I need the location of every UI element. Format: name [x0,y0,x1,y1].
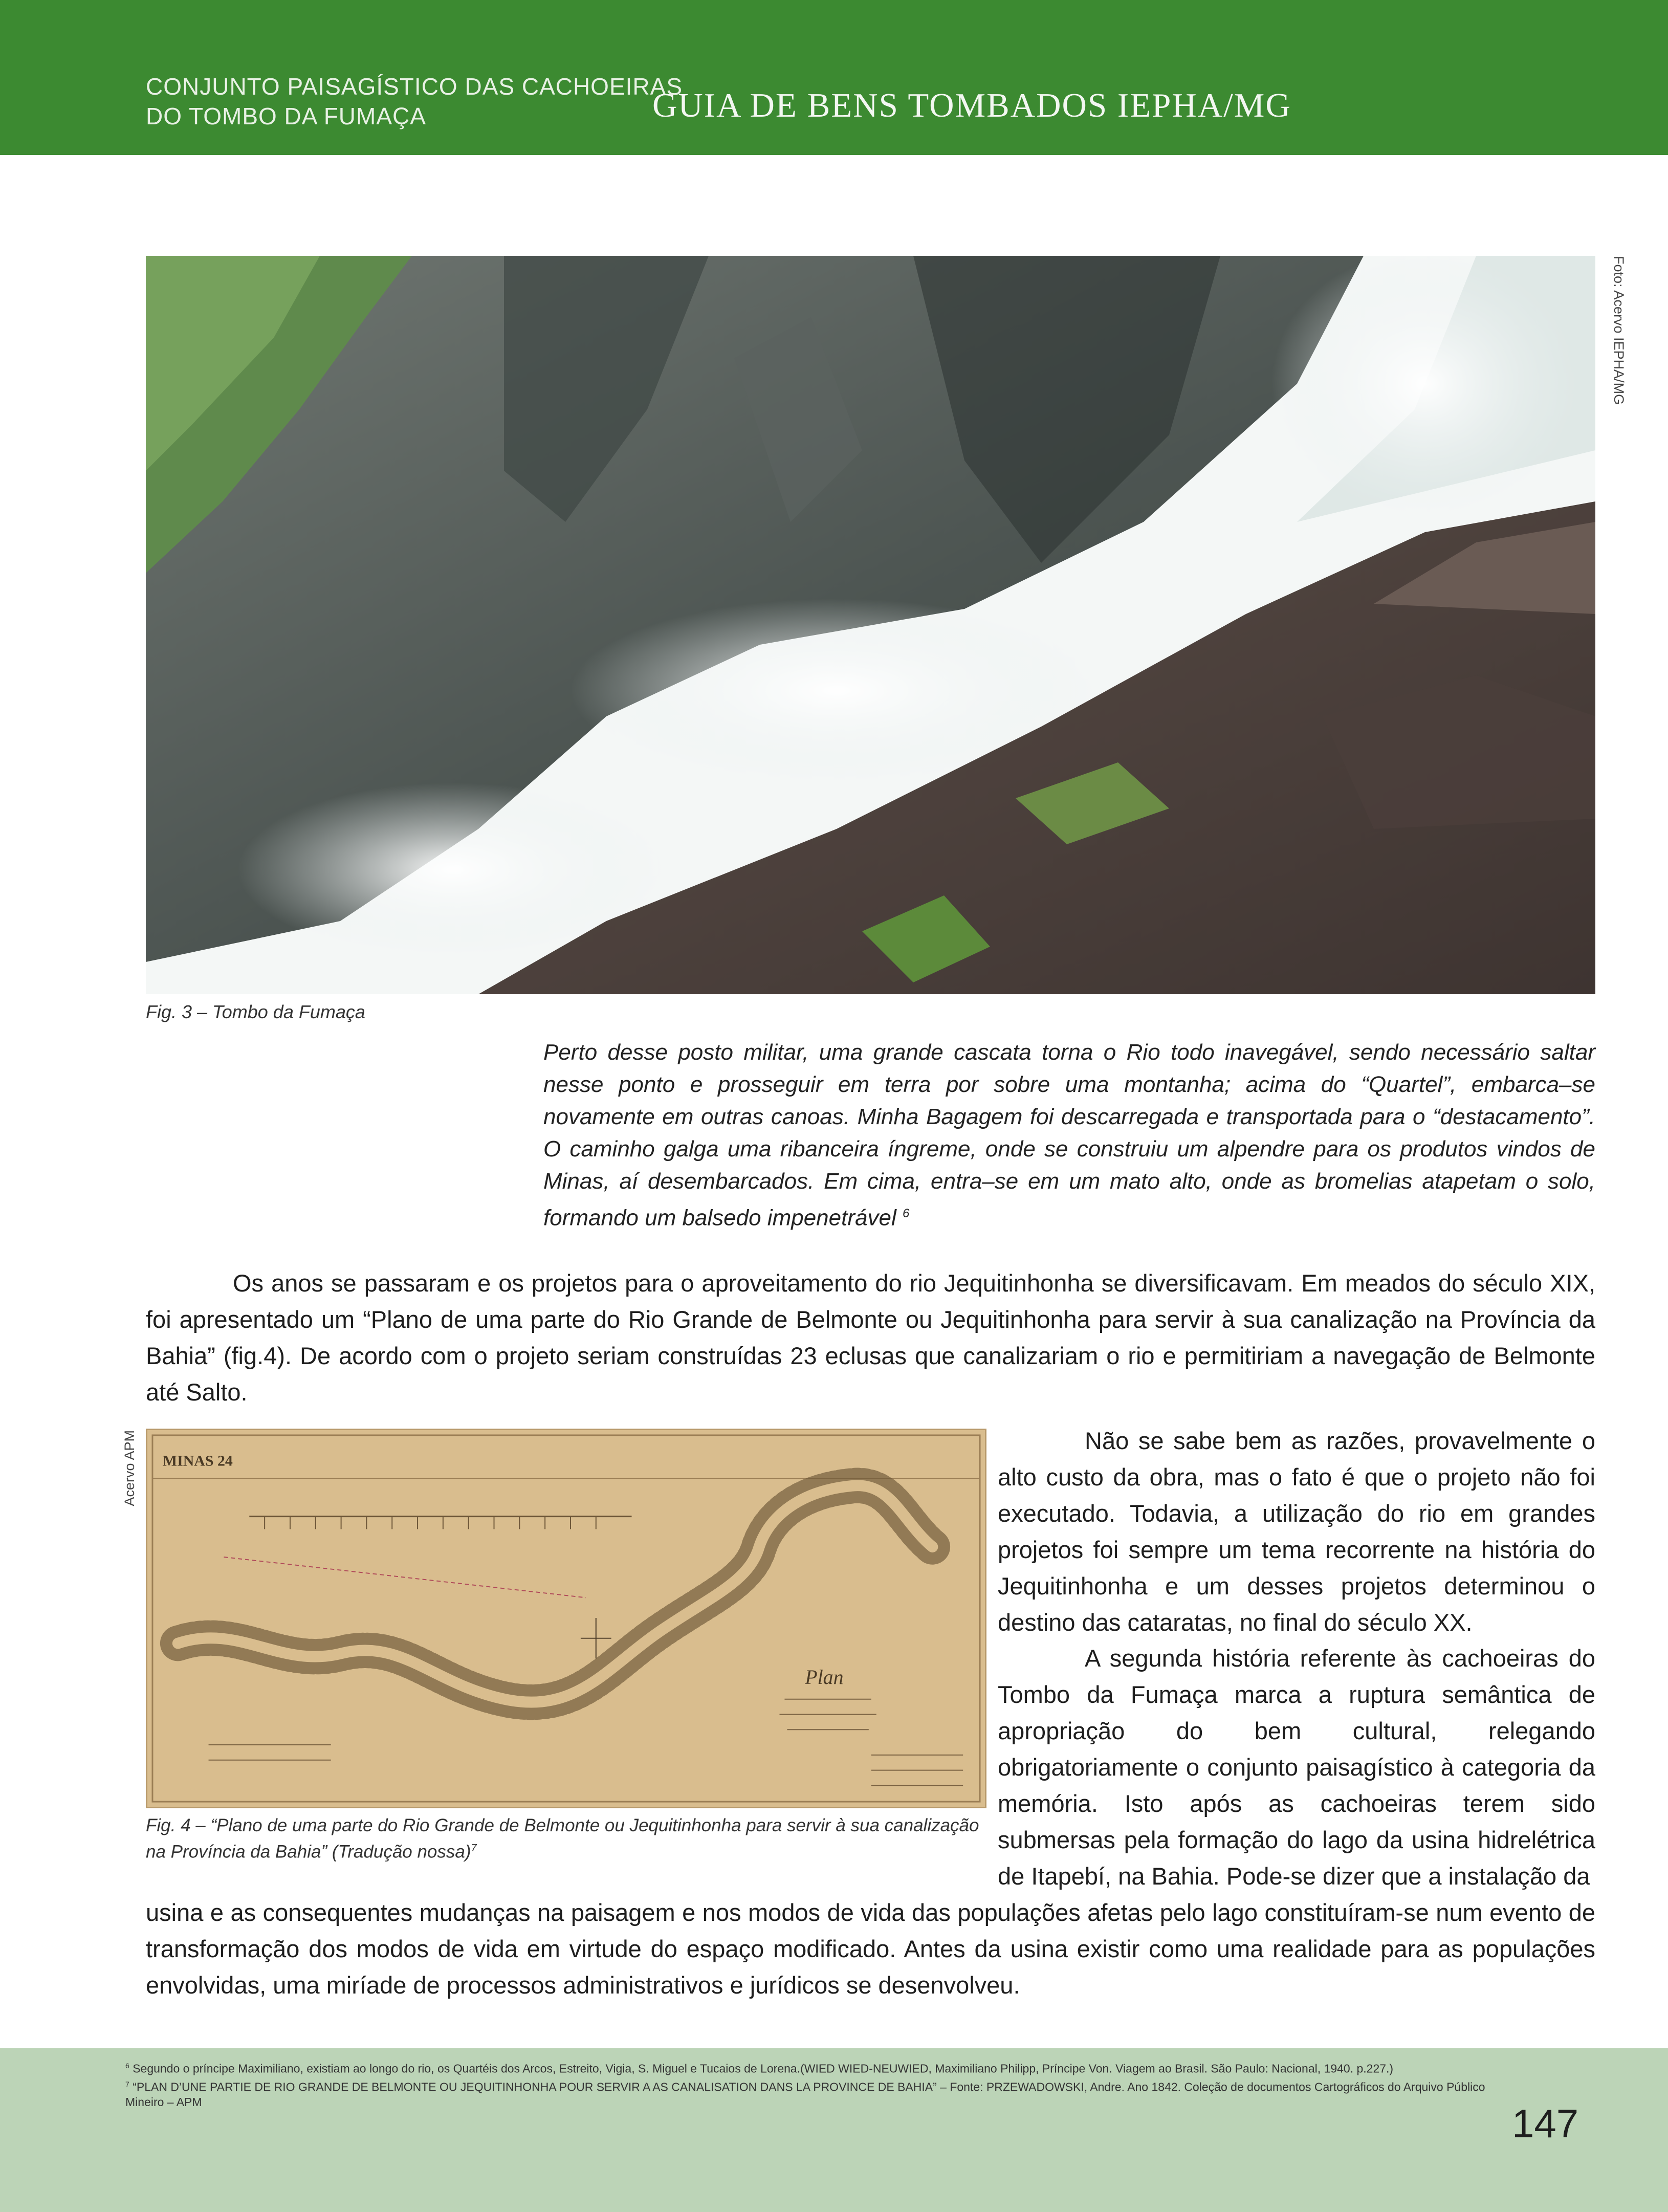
map-title: Plan [805,1666,844,1689]
footnote-ref-6: 6 [902,1207,910,1220]
header-guide-title: GUIA DE BENS TOMBADOS IEPHA/MG [652,86,1291,124]
river-map-image [147,1430,985,1807]
figure-3-caption: Fig. 3 – Tombo da Fumaça [146,1001,365,1022]
paragraph-1: Os anos se passaram e os projetos para o aproveitamento do rio Jequitinhonha se diversificavam. Em meados do século XIX, foi apresentado um “Plano de uma parte do Rio Grande de Belmonte ou Jequitinhonha para servir à sua canalização na Província da Bahia” (fig.4). De acordo com o projeto seriam construídas 23 eclusas que canalizariam o rio e permitiriam a navegação de Belmonte até Salto. [146,1269,1595,1406]
photo-credit: Foto: Acervo IEPHA/MG [1611,256,1627,405]
waterfall-photo [146,256,1595,994]
footnote-6-text: Segundo o príncipe Maximiliano, existiam ao longo do rio, os Quartéis dos Arcos, Estreito, Vigia, S. Miguel e Tucaios de Lorena.(WIED WIED-NEUWIED, Maximiliano Philipp, Príncipe Von. Viagem ao Brasil. São Paulo: Nacional, 1940. p.227.) [133,2062,1394,2075]
footnote-6-ref: 6 [125,2062,129,2070]
historic-map [146,1429,986,1808]
paragraph-2: Não se sabe bem as razões, provavelmente o alto custo da obra, mas o fato é que o projeto não foi executado. Todavia, a utilização do rio em grandes projetos foi sempre um tema recorrente na história do Jequitinhonha e um desses projetos determinou o destino das cataratas, no final do século XX. [998,1427,1595,1636]
footnote-7-text: “PLAN D’UNE PARTIE DE RIO GRANDE DE BELMONTE OU JEQUITINHONHA POUR SERVIR A AS CANALISATION DANS LA PROVINCE DE BAHIA” – Fonte: PRZEWADOWSKI, Andre. Ano 1842. Coleção de documentos Cartográficos do Arquivo Público Mineiro – APM [125,2080,1485,2109]
footnote-7-ref: 7 [125,2079,129,2088]
figure-4-caption-text: Fig. 4 – “Plano de uma parte do Rio Grande de Belmonte ou Jequitinhonha para servir à sua canalização na Província da Bahia” (Tradução nossa) [146,1815,979,1862]
map-credit: Acervo APM [122,1430,137,1506]
quote-text: Perto desse posto militar, uma grande cascata torna o Rio todo inavegável, sendo necessário saltar nesse ponto e prosseguir em terra por sobre uma montanha; acima do “Quartel”, embarca–se novamente em outras canoas. Minha Bagagem foi descarregada e transportada para o “destacamento”. O caminho galga uma ribanceira íngreme, onde se construiu um alpendre para os produtos vindos de Minas, aí desembarcados. Em cima, entra–se em um mato alto, onde as bromelias atapetam o solo, formando um balsedo impenetrável [543,1040,1595,1231]
paragraph-3-continued: usina e as consequentes mudanças na paisagem e nos modos de vida das populações afetas pelo lago constituíram-se num evento de transformação dos modos de vida em virtude do espaço modificado. Antes da usina existir como uma realidade para as populações envolvidas, uma miríade de processos administrativos e jurídicos se desenvolveu. [146,1899,1595,1999]
paragraph-3: A segunda história referente às cachoeiras do Tombo da Fumaça marca a ruptura semântica de apropriação do bem cultural, relegando obrigatoriamente o conjunto paisagístico à categoria da memória. Isto após as cachoeiras terem sido submersas pela formação do lago da usina hidrelétrica de Itapebí, na Bahia. Pode-se dizer que a instalação da [998,1645,1595,1890]
footnote-7 [125,2076,1507,2110]
header-section-title [146,72,683,131]
header-section-line1: CONJUNTO PAISAGÍSTICO DAS CACHOEIRAS [146,73,683,100]
page-number: 147 [1512,2101,1579,2146]
figure-4-caption [146,1814,990,1864]
header-section-line2: DO TOMBO DA FUMAÇA [146,103,426,129]
footnote-6 [125,2058,1507,2076]
footnote-ref-7: 7 [471,1843,477,1854]
footnotes [125,2058,1507,2110]
block-quote [543,1036,1595,1234]
page-header [0,0,1668,155]
waterfall-image [146,256,1595,994]
map-sheet-label: MINAS 24 [162,1452,233,1470]
